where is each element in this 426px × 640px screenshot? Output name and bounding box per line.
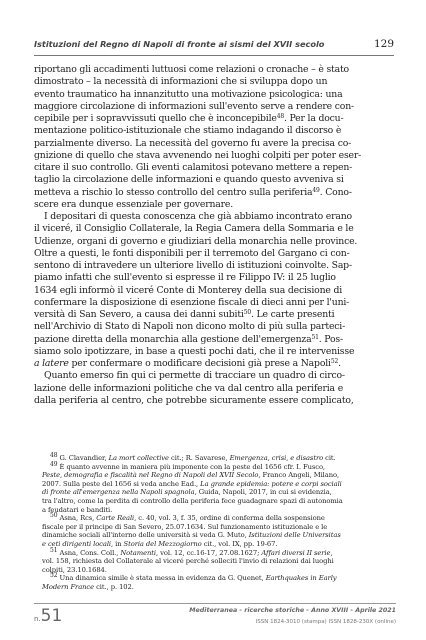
- paragraph-2: [34, 211, 396, 370]
- text-line: maggiore circolazione di informazioni sull'evento serve a rendere con-: [34, 100, 354, 112]
- text-line: confermare la disposizione di esenzione fiscale di dieci anni per l'uni-: [34, 296, 350, 308]
- text-line: evento traumatico ha innanzitutto una motivazione psicologica: una: [34, 88, 343, 100]
- text-line: lazione delle informazioni politiche che va dal centro alla periferia e: [34, 382, 344, 394]
- text-line: versità di San Severo, a causa dei danni subiti$^{50}$. Le carte presenti: [34, 309, 335, 320]
- text-line: citare il suo controllo. Gli eventi calamitosi potevano mettere a repen-: [34, 162, 353, 173]
- footnote-49: $^{49}$ È quanto avvenne in maniera più imponente con la peste del 1656 cfr. I. Fusco, Peste, demografia e fiscalità nel Regno di Napoli del XVII Secolo, Franco Angeli, Milano, 2007. Sulla peste del 1656 si veda anche Ead., La grande epidemia: potere e corpi sociali di fronte all'emergenza nella Napoli spagnola, Guida, Napoli, 2017, in cui si evidenzia, tra l'altro, come la perdita di controllo della periferia fece guadagnare spazi di autonomia a feudatari e banditi.: [42, 460, 343, 514]
- footnote-ref-48[interactable]: 48: [276, 113, 284, 120]
- text-line: metteva a rischio lo stesso controllo del centro sulla periferia$^{49}$. Cono-: [34, 186, 352, 198]
- footnote-48: $^{48}$ G. Clavandier, La mort collective cit.; R. Savarese, Emergenza, crisi, e disastro cit.: [50, 452, 336, 462]
- footnote-ref-50[interactable]: 50: [243, 309, 251, 316]
- text-line: cepibile per i sopravvissuti quello che è inconcepibile$^{48}$. Per la docu-: [34, 113, 344, 124]
- paragraph-1: [34, 64, 396, 211]
- text-line: nell'Archivio di Stato di Napoli non dicono molto di più sulla parteci-: [34, 321, 346, 333]
- text-line: riportano gli accadimenti luttuosi come relazioni o cronache – è stato: [34, 64, 349, 75]
- text-line: a latere per confermare o modificare decisioni già prese a Napoli$^{52}$.: [34, 358, 341, 369]
- text-line: mentazione politico-istituzionale che stiamo indagando il discorso è: [34, 125, 342, 137]
- text-line: parzialmente diverso. La necessità del governo fu avere la precisa co-: [34, 137, 352, 149]
- paragraph-3: [34, 370, 396, 407]
- text-line: siamo solo ipotizzare, in base a questi pochi dati, che il re intervenisse: [34, 345, 355, 357]
- text-line: sentono di intravedere un ulteriore livello di istituzioni coinvolte. Sap-: [34, 260, 352, 271]
- text-line: piamo infatti che sull'evento si espresse il re Filippo IV: il 25 luglio: [34, 272, 336, 284]
- text-line: taglio la circolazione delle informazioni e quando questo avveniva si: [34, 174, 344, 186]
- footnote-ref-51[interactable]: 51: [311, 333, 319, 341]
- footnotes: [42, 454, 396, 592]
- text-line: dalla periferia al centro, che potrebbe sicuramente essere complicato,: [34, 394, 354, 406]
- running-title: Istituzioni del Regno di Napoli di fronte ai sismi del XVII secolo: [34, 39, 325, 49]
- text-line: Udienze, organi di governo e giudiziari della monarchia nelle province.: [34, 235, 358, 247]
- running-header: [34, 38, 394, 52]
- header-divider: [34, 55, 394, 56]
- text-line: scere era dunque essenziale per governare.: [34, 198, 233, 210]
- text-line: 1634 egli informò il viceré Conte di Monterey della sua decisione di: [34, 284, 343, 296]
- footnote-ref-49[interactable]: 49: [312, 186, 320, 194]
- footer-divider: [34, 603, 396, 604]
- issue-number-value: 51: [40, 606, 63, 626]
- text-line: I depositari di questa conoscenza che già abbiamo incontrato erano: [44, 211, 352, 222]
- journal-info: Mediterranea - ricerche storiche - Anno XVIII - Aprile 2021: [189, 607, 396, 614]
- text-line: Oltre a questi, le fonti disponibili per il terremoto del Gargano ci con-: [34, 247, 350, 259]
- footnote-ref-52[interactable]: 52: [330, 358, 339, 365]
- text-line: Quanto emerso fin qui ci permette di tracciare un quadro di circo-: [44, 370, 345, 382]
- page-number: 129: [373, 38, 394, 50]
- text-line: gnizione di quello che stava avvenendo nei luoghi colpiti per poter eser-: [34, 149, 362, 161]
- text-line: dimostrato – la necessità di informazioni che si sviluppa dopo un: [34, 76, 328, 88]
- footnote-52: $^{52}$ Una dinamica simile è stata messa in evidenza da G. Quenet, Earthquakes in Early Modern France cit., p. 102.: [42, 572, 337, 591]
- text-line: pazione diretta della monarchia alla gestione dell'emergenza$^{51}$. Pos-: [34, 333, 343, 345]
- text-line: il viceré, il Consiglio Collaterale, la Regia Camera della Sommaria e le: [34, 223, 354, 235]
- issue-number-label: n.: [34, 615, 41, 623]
- footnote-51: $^{51}$ Asna, Cons. Coll., Notamenti, vol. 12, cc.16-17, 27.08.1627; Affari diversi II serie, vol. 158, richiesta del Collaterale al viceré perché solleciti l'invio di relazioni dai luoghi colpiti, 23.10.1684.: [42, 546, 334, 574]
- main-text: [34, 64, 396, 407]
- footnote-50: $^{50}$ Asna, Rcs, Carte Reali, c. 40, vol. 3, f. 35, ordine di conferma della sospensione fiscale per il principe di San Severo, 25.07.1634. Sul funzionamento istituzionale e le dinamiche sociali all'interno delle università si veda G. Muto, Istituzioni delle Universitas e ceti dirigenti locali, in Storia del Mezzogiorno cit., vol. IX, pp. 19-67.: [42, 512, 341, 548]
- issn-info: ISSN 1824-3010 (stampa) ISSN 1828-230X (online): [255, 619, 396, 625]
- issue-number: [34, 606, 62, 626]
